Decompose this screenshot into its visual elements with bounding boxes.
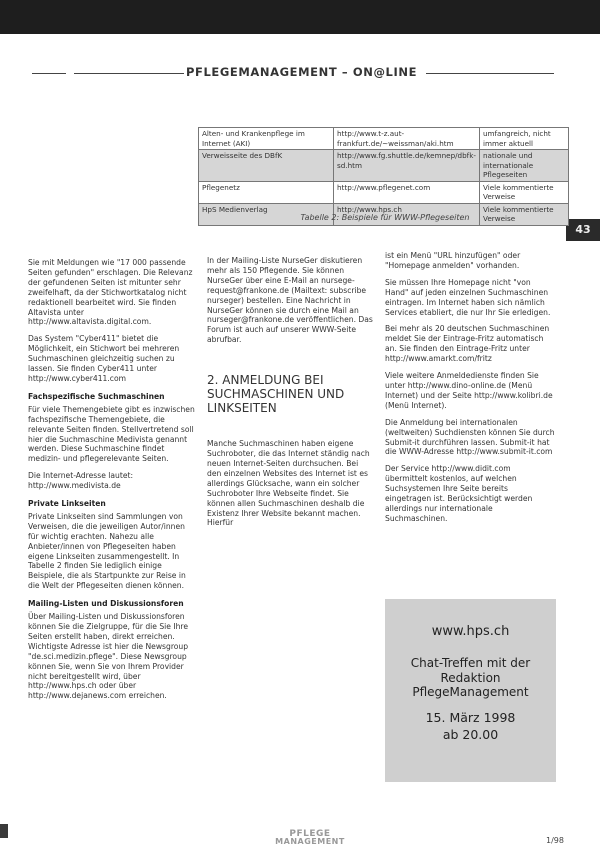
table-cell: Verweisseite des DBfK [199,150,334,182]
subheading: Mailing-Listen und Diskussionsforen [28,599,184,609]
ad-line: Chat-Treffen mit der [410,656,531,670]
links-table [198,127,569,226]
table-cell: Pflegenetz [199,181,334,203]
table-cell: Viele kommentierte Verweise [479,203,568,225]
paragraph: Das System "Cyber411" bietet die Möglichkeit, ein Stichwort bei mehreren Suchmaschinen gleichzeitig suchen zu lassen. Sie finden Cyber411 unter http://www.cyber411.com [28,334,180,383]
paragraph: Private Linkseiten sind Sammlungen von Verweisen, die die jeweiligen Autor/innen für wichtig erachten. Nahezu alle Anbieter/innen von Pflegeseiten haben eigene Linkseiten zusammengestellt. In Tabelle 2 finden Sie lediglich einige Beispiele, die als Startpunkte zur Reise in die Welt der Pflegeseiten dienen können. [28,511,186,591]
subheading: Fachspezifische Suchmaschinen [28,391,165,401]
subheading: Private Linkseiten [28,499,106,509]
margin-marker [0,824,8,838]
page-tab: 43 [566,219,600,241]
paragraph: Der Service http://www.didit.com übermittelt kostenlos, auf welchen Suchsystemen Ihre Seite bereits eingetragen ist. Berücksichtigt werden allerdings nur internationale Suchmaschinen. [385,464,533,523]
table-cell: nationale und internationale Pflegeseiten [479,150,568,182]
ad-url[interactable]: www.hps.ch [431,624,510,639]
paragraph: Die Internet-Adresse lautet: http://www.medivista.de [28,471,134,491]
footer-logo [270,830,350,846]
table-link-cell[interactable]: http://www.pflegenet.com [334,181,480,203]
ad-date: 15. März 1998 [425,710,516,725]
paragraph: Sie mit Meldungen wie "17 000 passende Seiten gefunden" erschlagen. Die Relevanz der gefundenen Seiten ist mitunter sehr zweifelhaft, da der Stichwortkatalog nicht redaktionell bearbeitet wird. Sie finden Altavista unter http://www.altavista.digital.com. [28,258,193,327]
middle-column [207,256,373,535]
table-row [199,150,569,182]
chat-advertisement [385,599,556,782]
header-rule [32,73,66,74]
ad-time: ab 20.00 [442,727,499,742]
left-column [28,258,195,708]
header-rule [74,73,184,74]
paragraph: Über Mailing-Listen und Diskussionsforen können Sie die Zielgruppe, für die Sie Ihre Seiten erstellt haben, direkt erreichen. Wichtigste Adresse ist hier die Newsgroup "de.sci.medizin.pflege". Diese Newsgroup können Sie, wenn Sie von Ihrem Provider nicht bereitgestellt wird, über http://www.hps.ch oder über http://www.dejanews.com erreichen. [28,612,189,701]
paragraph: Viele weitere Anmeldedienste finden Sie unter http://www.dino-online.de (Menü Internet) und der Seite http://www.kolibri.de (Menü Internet). [385,371,553,410]
running-header-title: PFLEGEMANAGEMENT – ON@LINE [186,65,418,79]
running-header [24,63,576,81]
table-link-cell[interactable]: http://www.t-z.aut-frankfurt.de/~weissman/aki.htm [334,128,480,150]
table-cell: HpS Medienverlag [199,203,334,225]
table-cell: Alten- und Krankenpflege im Internet (AKI) [199,128,334,150]
table-link-cell[interactable]: http://www.fg.shuttle.de/kemnep/dbfk-sd.htm [334,150,480,182]
ad-line: Redaktion PflegeManagement [412,671,529,699]
table-caption: Tabelle 2: Beispiele für WWW-Pflegeseiten [300,213,470,222]
header-rule [426,73,554,74]
footer-logo-line: MANAGEMENT [275,837,345,846]
paragraph: Bei mehr als 20 deutschen Suchmaschinen meldet Sie der Eintrage-Fritz automatisch an. Sie finden den Eintrage-Fritz unter http://www.amarkt.com/fritz [385,324,550,364]
paragraph: Die Anmeldung bei internationalen (weltweiten) Suchdiensten können Sie durch Submit-it durchführen lassen. Submit-it hat die WWW-Adresse http://www.submit-it.com [385,417,555,457]
section-heading: 2. ANMELDUNG BEI SUCHMASCHINEN UND LINKSEITEN [207,373,345,416]
top-dark-bar [0,0,600,34]
table-cell: umfangreich, nicht immer aktuell [479,128,568,150]
paragraph: ist ein Menü "URL hinzufügen" oder "Homepage anmelden" vorhanden. [385,251,521,270]
table-row [199,181,569,203]
paragraph: Sie müssen Ihre Homepage nicht "von Hand" auf jeden einzelnen Suchmaschinen eintragen. Im Internet haben sich nämlich Services etabliert, die nur Ihr Sie erledigen. [385,277,551,317]
paragraph: Für viele Themengebiete gibt es inzwischen fachspezifische Themengebiete, die relevante Seiten finden. Stellvertretend soll hier die Suchmaschine Medivista genannt werden. Diese Suchmaschine findet medizin- und pflegerelevante Seiten. [28,404,195,464]
table-link-cell[interactable]: http://www.hps.ch [334,203,480,225]
paragraph: In der Mailing-Liste NurseGer diskutieren mehr als 150 Pflegende. Sie können NurseGer über eine E-Mail an nursege-request@frankone.de (Mailtext: subscribe nurseger) bestellen. Eine Nachricht in NurseGer können sie durch eine Mail an nurseger@frankone.de veröffentlichen. Das Forum ist auch auf unserer WWW-Seite abrufbar. [207,256,373,345]
table-row [199,128,569,150]
right-column [385,251,555,531]
footer-logo-line: PFLEGE [289,829,331,839]
table-cell: Viele kommentierte Verweise [479,181,568,203]
page-number: 1/98 [546,836,564,845]
paragraph: Manche Suchmaschinen haben eigene Suchroboter, die das Internet ständig nach neuen Internet-Seiten durchsuchen. Bei den einzelnen Websites des Internet ist es allerdings Glücksache, wann ein solcher Suchroboter Ihre Webseite findet. Sie können allen Suchmaschinen deshalb die Existenz Ihrer Website bekannt machen. Hierfür [207,439,370,528]
